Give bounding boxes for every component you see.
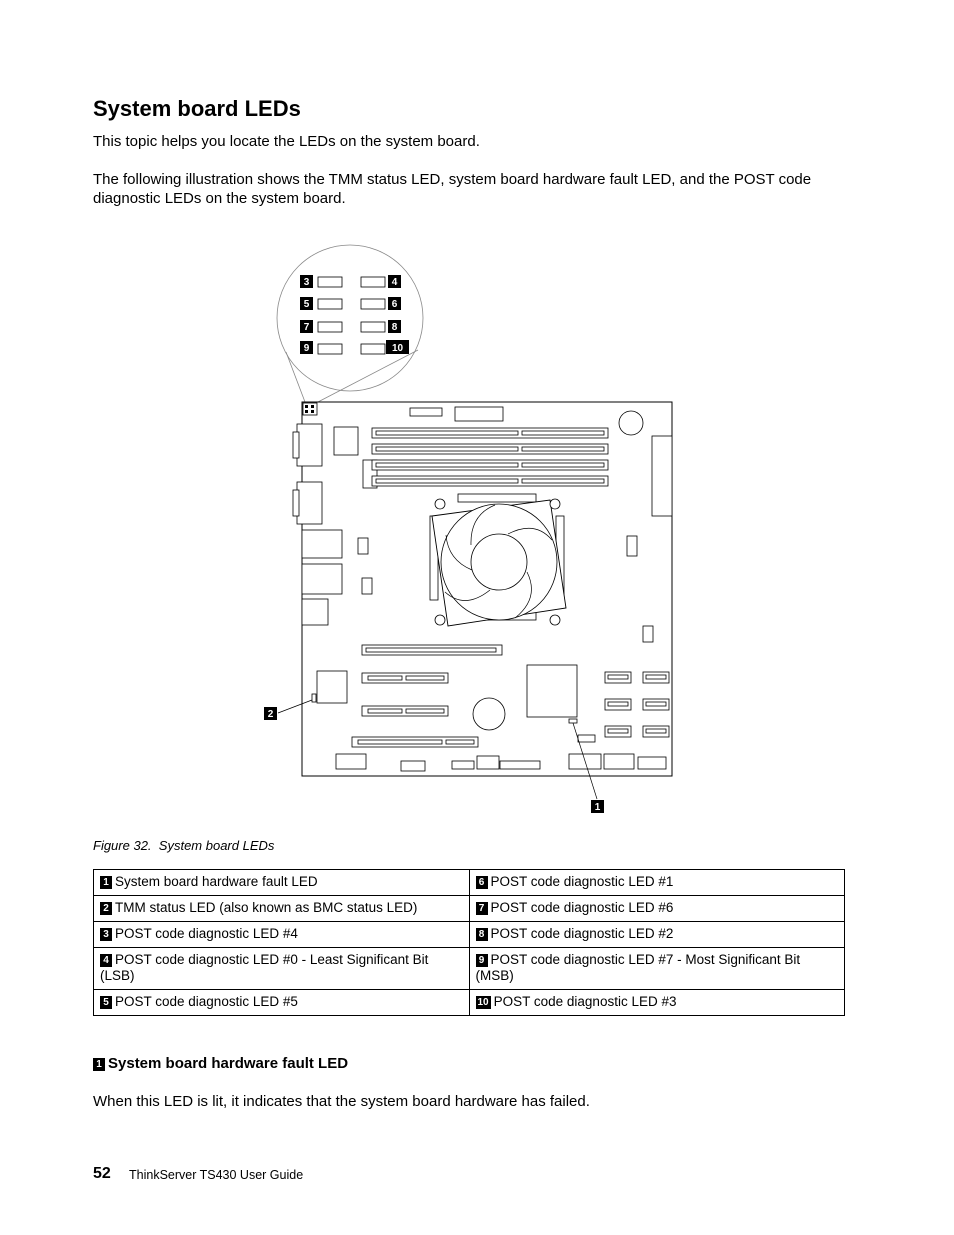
legend-cell <box>94 922 470 948</box>
svg-text:1: 1 <box>594 802 601 813</box>
callout-badge: 5 <box>100 996 112 1009</box>
callout-badge: 9 <box>476 954 488 967</box>
legend-cell <box>94 990 470 1016</box>
legend-row <box>94 990 845 1016</box>
legend-text: POST code diagnostic LED #2 <box>490 926 674 941</box>
legend-cell <box>469 922 845 948</box>
legend-cell <box>94 896 470 922</box>
callout-badge: 1 <box>100 876 112 889</box>
legend-cell <box>469 896 845 922</box>
svg-text:9: 9 <box>303 343 310 354</box>
legend-cell <box>94 948 470 990</box>
section-heading-text: System board hardware fault LED <box>108 1055 349 1072</box>
figure-caption-text: System board LEDs <box>158 838 275 853</box>
legend-text: System board hardware fault LED <box>115 874 318 889</box>
svg-text:7: 7 <box>303 322 310 333</box>
svg-text:6: 6 <box>391 299 398 310</box>
legend-row <box>94 896 845 922</box>
svg-text:3: 3 <box>303 277 310 288</box>
section-heading <box>93 1055 348 1072</box>
legend-text: TMM status LED (also known as BMC status LED) <box>115 900 418 915</box>
legend-text: POST code diagnostic LED #1 <box>490 874 674 889</box>
callout-badge: 10 <box>477 996 489 1008</box>
legend-row <box>94 870 845 896</box>
legend-text: POST code diagnostic LED #6 <box>490 900 674 915</box>
legend-table <box>93 869 845 1016</box>
figure-caption <box>93 838 274 853</box>
chipset <box>527 665 577 717</box>
legend-row <box>94 948 845 990</box>
legend-text: POST code diagnostic LED #7 - Most Significant Bit (MSB) <box>475 952 801 983</box>
callout-badge: 4 <box>100 954 112 967</box>
legend-text: POST code diagnostic LED #3 <box>493 994 677 1009</box>
section-body: When this LED is lit, it indicates that the system board hardware has failed. <box>93 1093 590 1110</box>
legend-cell <box>469 870 845 896</box>
legend-cell <box>469 990 845 1016</box>
legend-text: POST code diagnostic LED #4 <box>115 926 298 941</box>
svg-text:2: 2 <box>267 709 274 720</box>
cpu-fan-assembly <box>430 494 566 626</box>
callout-badge: 2 <box>100 902 112 915</box>
description-paragraph: The following illustration shows the TMM status LED, system board hardware fault LED, and the POST code diagnostic LEDs on the system board. <box>93 171 812 207</box>
intro-paragraph: This topic helps you locate the LEDs on the system board. <box>93 133 480 150</box>
svg-text:5: 5 <box>303 299 310 310</box>
page-title: System board LEDs <box>93 96 301 121</box>
callout-badge: 8 <box>476 928 488 941</box>
post-led-cluster <box>303 403 317 415</box>
legend-cell <box>469 948 845 990</box>
svg-text:4: 4 <box>391 277 398 288</box>
callout-badge: 3 <box>100 928 112 941</box>
page-number: 52 <box>93 1165 111 1182</box>
cmos-battery <box>473 698 505 730</box>
callout-badge: 1 <box>93 1058 105 1071</box>
svg-text:10: 10 <box>391 343 404 354</box>
legend-text: POST code diagnostic LED #0 - Least Significant Bit (LSB) <box>100 952 429 983</box>
legend-cell <box>94 870 470 896</box>
tmm-chip <box>317 671 347 703</box>
magnifier-circle <box>277 245 423 391</box>
fault-led <box>569 719 577 723</box>
svg-text:8: 8 <box>391 322 398 333</box>
callout-badge: 7 <box>476 902 488 915</box>
tmm-status-led <box>312 694 316 702</box>
footer-doc-title: ThinkServer TS430 User Guide <box>129 1168 304 1182</box>
legend-text: POST code diagnostic LED #5 <box>115 994 298 1009</box>
legend-row <box>94 922 845 948</box>
callout-badge: 6 <box>476 876 488 889</box>
figure-caption-label: Figure 32. <box>93 838 152 853</box>
